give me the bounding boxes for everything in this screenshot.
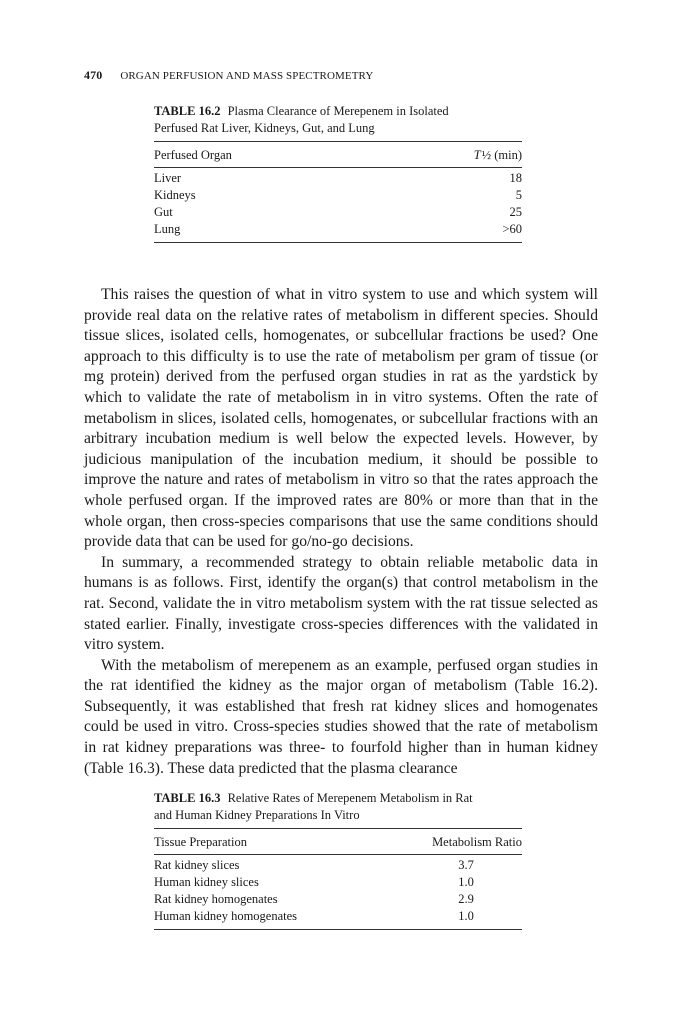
table-label: TABLE 16.3 xyxy=(154,791,221,805)
table-row xyxy=(154,874,522,891)
caption-line-2: and Human Kidney Preparations In Vitro xyxy=(154,808,360,822)
cell-organ: Lung xyxy=(154,222,181,236)
table-header xyxy=(154,832,522,852)
table-rule xyxy=(154,141,522,142)
table-row xyxy=(154,891,522,908)
table-rule xyxy=(154,242,522,243)
body-text xyxy=(84,285,598,779)
cell-value: >60 xyxy=(502,222,522,236)
cell-organ: Liver xyxy=(154,171,182,185)
table-row xyxy=(154,908,522,925)
table-row xyxy=(154,221,522,238)
caption-line-1: Plasma Clearance of Merepenem in Isolated xyxy=(227,104,449,118)
cell-organ: Gut xyxy=(154,205,173,219)
table-rule xyxy=(154,854,522,855)
header-perfused-organ: Perfused Organ xyxy=(154,148,232,162)
table-rule xyxy=(154,828,522,829)
cell-prep: Human kidney slices xyxy=(154,875,259,889)
table-header xyxy=(154,145,522,165)
table-row xyxy=(154,170,522,187)
table-row xyxy=(154,187,522,204)
paragraph: In summary, a recommended strategy to obtain reliable metabolic data in humans is as follows. First, identify the organ(s) that control metabolism in the rat. Second, validate the in vitro metabolism system with the rat tissue selected as stated earlier. Finally, investigate cross-species differences with the validated in vitro system. xyxy=(84,553,598,654)
table-16-2 xyxy=(154,103,522,243)
cell-ratio: 2.9 xyxy=(458,892,474,906)
cell-ratio: 1.0 xyxy=(458,875,474,889)
cell-ratio: 1.0 xyxy=(458,909,474,923)
table-row xyxy=(154,857,522,874)
caption-line-1: Relative Rates of Merepenem Metabolism in Rat xyxy=(227,791,473,805)
running-head xyxy=(84,68,373,83)
cell-prep: Rat kidney slices xyxy=(154,858,240,872)
paragraph: This raises the question of what in vitro system to use and which system will provide real data on the relative rates of metabolism in different species. Should tissue slices, isolated cells, homogenates, or subcellular fractions be used? One approach to this difficulty is to use the rate of metabolism per gram of tissue (or mg protein) derived from the perfused organ studies in rat as the yardstick by which to validate the rate of metabolism in in vitro systems. Often the rate of metabolism in slices, isolated cells, homogenates, or subcellular fractions with an arbitrary incubation medium is well below the expected levels. However, by judicious manipulation of the incubation medium, it should be possible to improve the nature and rates of metabolism in vitro so that the rates approach the whole perfused organ. If the improved rates are 80% or more than that in the whole organ, then cross-species comparisons that use the same conditions should provide data that can be used for go/no-go decisions. xyxy=(84,286,598,551)
header-tissue-preparation: Tissue Preparation xyxy=(154,835,247,849)
cell-value: 25 xyxy=(509,205,522,219)
table-row xyxy=(154,204,522,221)
table-caption xyxy=(154,790,522,824)
caption-line-2: Perfused Rat Liver, Kidneys, Gut, and Lung xyxy=(154,121,375,135)
table-rule xyxy=(154,929,522,930)
cell-ratio: 3.7 xyxy=(458,858,474,872)
header-metabolism-ratio: Metabolism Ratio xyxy=(432,835,522,849)
table-caption xyxy=(154,103,522,137)
cell-value: 18 xyxy=(509,171,522,185)
cell-organ: Kidneys xyxy=(154,188,196,202)
table-rule xyxy=(154,167,522,168)
cell-prep: Rat kidney homogenates xyxy=(154,892,278,906)
table-label: TABLE 16.2 xyxy=(154,104,221,118)
cell-value: 5 xyxy=(515,188,522,202)
paragraph: With the metabolism of merepenem as an example, perfused organ studies in the rat identified the kidney as the major organ of metabolism (Table 16.2). Subsequently, it was established that fresh rat kidney slices and homogenates could be used in vitro. Cross-species studies showed that the rate of metabolism in rat kidney preparations was three- to fourfold higher than in human kidney (Table 16.3). These data predicted that the plasma clearance xyxy=(84,656,598,777)
cell-prep: Human kidney homogenates xyxy=(154,909,298,923)
page-number: 470 xyxy=(84,68,103,82)
header-half-life: T ½ (min) xyxy=(473,148,522,162)
table-16-3 xyxy=(154,790,522,930)
running-head-title: ORGAN PERFUSION AND MASS SPECTROMETRY xyxy=(120,70,374,82)
